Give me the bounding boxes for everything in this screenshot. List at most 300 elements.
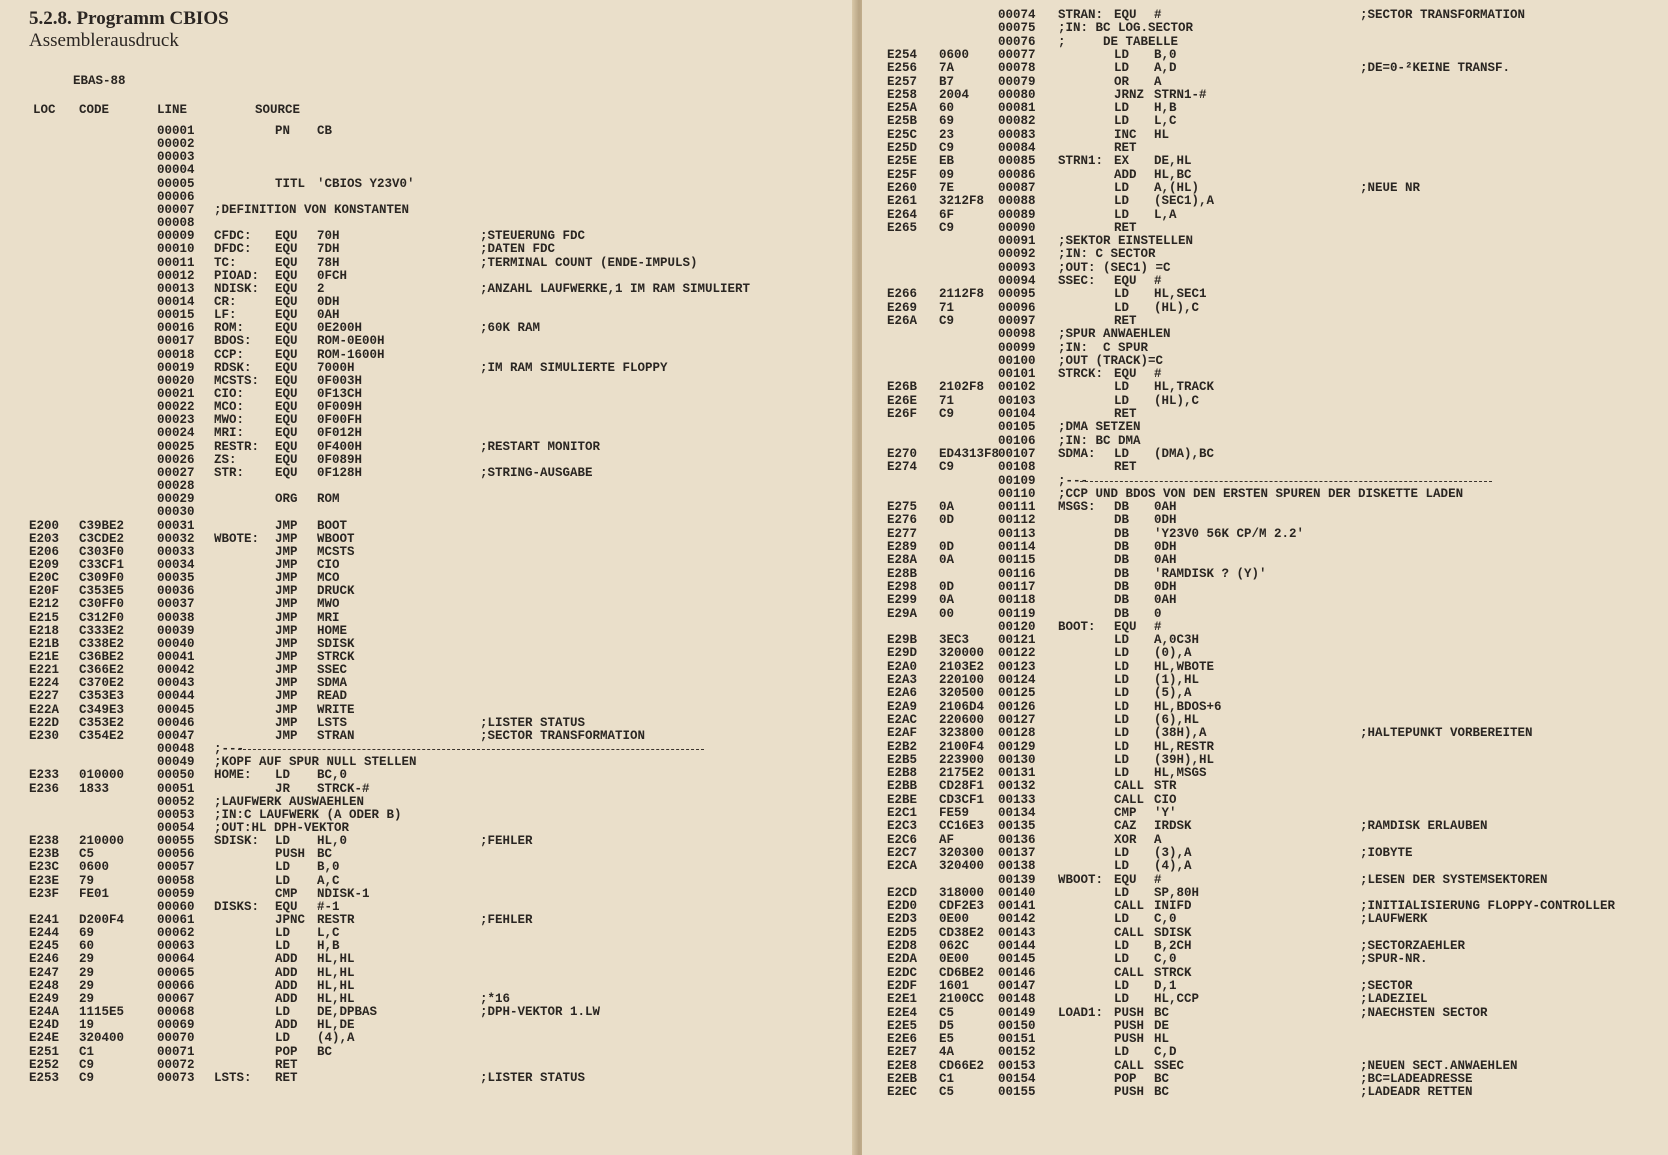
loc-cell: E2E8 xyxy=(887,1058,918,1073)
line-number: 00087 xyxy=(998,180,1036,195)
opcode-cell: LD xyxy=(1114,752,1130,767)
line-number: 00117 xyxy=(998,579,1036,594)
opcode-cell: EQU xyxy=(275,242,298,257)
code-cell: 71 xyxy=(939,393,955,408)
code-cell: 062C xyxy=(939,939,970,953)
opcode-cell: JMP xyxy=(275,544,298,559)
loc-cell: E2A3 xyxy=(887,673,918,687)
loc-cell: E25B xyxy=(887,114,918,129)
listing-row xyxy=(0,821,856,835)
operand-cell: 2 xyxy=(317,281,325,296)
line-number: 00144 xyxy=(998,939,1036,953)
listing-row xyxy=(0,479,856,493)
code-cell: C5 xyxy=(939,1085,955,1100)
loc-cell: E24E xyxy=(29,1031,60,1046)
line-number: 00028 xyxy=(157,479,195,494)
loc-cell: E251 xyxy=(29,1044,60,1059)
line-number: 00008 xyxy=(157,216,195,231)
loc-cell: E261 xyxy=(887,194,918,209)
line-number: 00063 xyxy=(157,939,195,954)
code-cell: FE01 xyxy=(79,886,110,901)
listing-row xyxy=(862,806,1668,820)
line-number: 00154 xyxy=(998,1072,1036,1086)
opcode-cell: RET xyxy=(275,1070,298,1085)
opcode-cell: LD xyxy=(1114,300,1130,315)
operand-cell: BC xyxy=(1154,1085,1170,1100)
loc-cell: E23B xyxy=(29,847,60,862)
loc-cell: E2DF xyxy=(887,978,918,993)
operand-cell: SDMA xyxy=(317,676,348,691)
loc-cell: E233 xyxy=(29,768,60,783)
comment-cell: ;SECTOR TRANSFORMATION xyxy=(480,728,646,743)
line-number: 00025 xyxy=(157,439,195,454)
line-number: 00131 xyxy=(998,766,1036,781)
listing-row xyxy=(0,334,856,348)
listing-row xyxy=(862,819,1668,833)
opcode-cell: PUSH xyxy=(1114,1005,1145,1020)
line-number: 00125 xyxy=(998,686,1036,701)
code-cell: E5 xyxy=(939,1032,955,1047)
listing-row xyxy=(0,453,856,467)
line-number: 00032 xyxy=(157,531,195,546)
operand-cell: 0F128H xyxy=(317,465,363,480)
loc-cell: E23C xyxy=(29,860,60,875)
label-cell: WBOTE: xyxy=(214,531,260,546)
listing-row xyxy=(862,952,1668,966)
listing-row xyxy=(862,633,1668,647)
operand-cell: D,1 xyxy=(1154,978,1177,993)
operand-cell: SDISK xyxy=(317,636,355,651)
line-number: 00068 xyxy=(157,1005,195,1020)
comment-cell: ;DPH-VEKTOR 1.LW xyxy=(480,1005,601,1020)
operand-cell: HL,HL xyxy=(317,965,355,980)
listing-row xyxy=(862,527,1668,541)
operand-cell: STR xyxy=(1154,779,1177,794)
operand-cell: STRN1-# xyxy=(1154,87,1207,102)
code-cell: C9 xyxy=(939,460,955,475)
line-number: 00064 xyxy=(157,952,195,967)
label-cell: LSTS: xyxy=(214,1070,252,1085)
comment-cell: ;BC=LADEADRESSE xyxy=(1360,1072,1473,1086)
listing-row xyxy=(862,474,1668,488)
operand-cell: H,B xyxy=(317,939,340,954)
loc-cell: E248 xyxy=(29,978,60,993)
operand-cell: ROM-0E00H xyxy=(317,334,385,349)
listing-row xyxy=(862,1059,1668,1073)
comment-cell: ;DATEN FDC xyxy=(480,242,556,257)
line-number: 00051 xyxy=(157,781,195,796)
code-cell: C3CDE2 xyxy=(79,531,125,546)
listing-row xyxy=(0,361,856,375)
loc-cell: E2C7 xyxy=(887,845,918,860)
loc-cell: E206 xyxy=(29,544,60,559)
opcode-cell: LD xyxy=(1114,912,1130,927)
operand-cell: L,C xyxy=(1154,114,1177,129)
opcode-cell: EQU xyxy=(1114,872,1137,887)
opcode-cell: XOR xyxy=(1114,832,1137,847)
line-number: 00037 xyxy=(157,597,195,612)
opcode-cell: JMP xyxy=(275,689,298,704)
comment-cell: ;DE=0-²KEINE TRANSF. xyxy=(1360,61,1511,76)
code-cell: C9 xyxy=(939,313,955,328)
source-comment: ;--- xyxy=(1058,473,1089,488)
opcode-cell: RET xyxy=(1114,220,1137,235)
operand-cell: INIFD xyxy=(1154,899,1192,914)
opcode-cell: LD xyxy=(275,834,291,849)
operand-cell: READ xyxy=(317,689,348,704)
source-comment: ;IN: BC DMA xyxy=(1058,433,1141,448)
listing-row xyxy=(862,992,1668,1006)
listing-row xyxy=(862,48,1668,62)
line-number: 00114 xyxy=(998,540,1036,554)
line-number: 00138 xyxy=(998,859,1036,874)
listing-row xyxy=(0,1071,856,1085)
line-number: 00027 xyxy=(157,465,195,480)
loc-cell: E2AF xyxy=(887,726,918,741)
code-cell: C333E2 xyxy=(79,623,125,638)
code-cell: CC16E3 xyxy=(939,819,985,834)
opcode-cell: LD xyxy=(275,860,291,875)
line-number: 00002 xyxy=(157,137,195,152)
listing-row xyxy=(0,400,856,414)
opcode-cell: EX xyxy=(1114,154,1130,169)
operand-cell: B,2CH xyxy=(1154,939,1192,953)
operand-cell: 78H xyxy=(317,255,340,270)
label-cell: PIOAD: xyxy=(214,268,260,283)
opcode-cell: LD xyxy=(1114,978,1130,993)
loc-cell: E2D3 xyxy=(887,912,918,927)
opcode-cell: EQU xyxy=(275,229,298,244)
operand-cell: LSTS xyxy=(317,715,348,730)
listing-row xyxy=(862,141,1668,155)
operand-cell: ROM-1600H xyxy=(317,347,385,362)
listing-row xyxy=(862,607,1668,621)
source-comment: ;IN: C SPUR xyxy=(1058,340,1149,355)
opcode-cell: LD xyxy=(1114,712,1130,727)
loc-cell: E2C3 xyxy=(887,819,918,834)
comment-cell: ;FEHLER xyxy=(480,834,533,849)
operand-cell: HL,HL xyxy=(317,991,355,1006)
listing-row xyxy=(0,137,856,151)
opcode-cell: JPNC xyxy=(275,913,306,927)
comment-cell: ;IOBYTE xyxy=(1360,845,1413,860)
operand-cell: # xyxy=(1154,367,1162,382)
operand-cell: (5),A xyxy=(1154,686,1192,701)
listing-row xyxy=(0,926,856,940)
source-comment: ;LAUFWERK AUSWAEHLEN xyxy=(214,794,365,809)
operand-cell: (HL),C xyxy=(1154,393,1200,408)
listing-row xyxy=(862,1019,1668,1033)
line-number: 00115 xyxy=(998,553,1036,568)
listing-row xyxy=(862,447,1668,461)
operand-cell: 0F012H xyxy=(317,426,363,441)
label-cell: MCSTS: xyxy=(214,373,260,388)
listing-row xyxy=(862,75,1668,89)
opcode-cell: LD xyxy=(275,768,291,783)
operand-cell: (HL),C xyxy=(1154,300,1200,315)
listing-row xyxy=(0,624,856,638)
listing-row xyxy=(862,21,1668,35)
opcode-cell: LD xyxy=(1114,939,1130,953)
operand-cell: C,D xyxy=(1154,1045,1177,1060)
listing-row xyxy=(0,426,856,440)
comment-cell: ;HALTEPUNKT VORBEREITEN xyxy=(1360,726,1533,741)
line-number: 00111 xyxy=(998,500,1036,515)
header-code: CODE xyxy=(79,103,110,117)
label-cell: LOAD1: xyxy=(1058,1005,1104,1020)
listing-row xyxy=(862,833,1668,847)
opcode-cell: LD xyxy=(275,939,291,954)
line-number: 00021 xyxy=(157,387,195,401)
operand-cell: C,0 xyxy=(1154,952,1177,967)
operand-cell: 0F089H xyxy=(317,452,363,467)
operand-cell: A,(HL) xyxy=(1154,180,1200,195)
operand-cell: SSEC xyxy=(1154,1058,1185,1073)
opcode-cell: EQU xyxy=(275,413,298,428)
code-cell: D5 xyxy=(939,1018,955,1033)
loc-cell: E2AC xyxy=(887,712,918,727)
opcode-cell: PN xyxy=(275,124,291,138)
line-number: 00119 xyxy=(998,606,1036,621)
line-number: 00124 xyxy=(998,673,1036,687)
operand-cell: CB xyxy=(317,124,333,138)
label-cell: DFDC: xyxy=(214,242,252,257)
listing-row xyxy=(0,321,856,335)
code-cell: 23 xyxy=(939,127,955,142)
loc-cell: E28B xyxy=(887,566,918,581)
opcode-cell: LD xyxy=(275,926,291,941)
right-page xyxy=(862,0,1668,1155)
line-number: 00010 xyxy=(157,242,195,257)
line-number: 00141 xyxy=(998,899,1036,914)
operand-cell: MWO xyxy=(317,597,340,612)
operand-cell: 0F003H xyxy=(317,373,363,388)
operand-cell: 70H xyxy=(317,229,340,244)
loc-cell: E249 xyxy=(29,991,60,1006)
operand-cell: RESTR xyxy=(317,913,355,927)
opcode-cell: CALL xyxy=(1114,925,1145,940)
operand-cell: SDISK xyxy=(1154,925,1192,940)
code-cell: 320300 xyxy=(939,845,985,860)
operand-cell: BC,0 xyxy=(317,768,348,783)
operand-cell: B,0 xyxy=(1154,47,1177,62)
operand-cell: # xyxy=(1154,872,1162,887)
line-number: 00071 xyxy=(157,1044,195,1059)
loc-cell: E2DA xyxy=(887,952,918,967)
loc-cell: E2B2 xyxy=(887,739,918,754)
operand-cell: HL,CCP xyxy=(1154,992,1200,1007)
loc-cell: E20C xyxy=(29,571,60,586)
label-cell: BDOS: xyxy=(214,334,252,349)
listing-row xyxy=(862,460,1668,474)
opcode-cell: LD xyxy=(1114,180,1130,195)
opcode-cell: LD xyxy=(1114,686,1130,701)
opcode-cell: LD xyxy=(1114,952,1130,967)
listing-row xyxy=(0,203,856,217)
opcode-cell: EQU xyxy=(1114,8,1137,22)
code-cell: 69 xyxy=(939,114,955,129)
loc-cell: E253 xyxy=(29,1070,60,1085)
opcode-cell: DB xyxy=(1114,513,1130,528)
opcode-cell: INC xyxy=(1114,127,1137,142)
line-number: 00103 xyxy=(998,393,1036,408)
listing-row xyxy=(862,660,1668,674)
line-number: 00076 xyxy=(998,34,1036,49)
opcode-cell: RET xyxy=(1114,407,1137,421)
opcode-cell: LD xyxy=(1114,380,1130,395)
line-number: 00040 xyxy=(157,636,195,651)
loc-cell: E25F xyxy=(887,167,918,182)
listing-row xyxy=(862,168,1668,182)
line-number: 00005 xyxy=(157,176,195,191)
operand-cell: HL,TRACK xyxy=(1154,380,1215,395)
listing-row xyxy=(0,177,856,191)
code-cell: 29 xyxy=(79,978,95,993)
opcode-cell: EQU xyxy=(275,334,298,349)
opcode-cell: CALL xyxy=(1114,965,1145,980)
code-cell: C30FF0 xyxy=(79,597,125,612)
operand-cell: BC xyxy=(1154,1072,1170,1086)
line-number: 00072 xyxy=(157,1057,195,1072)
line-number: 00082 xyxy=(998,114,1036,129)
line-number: 00031 xyxy=(157,518,195,533)
code-cell: 0600 xyxy=(79,860,110,875)
opcode-cell: RET xyxy=(1114,141,1137,155)
operand-cell: 'Y' xyxy=(1154,806,1177,820)
comment-cell: ;RESTART MONITOR xyxy=(480,439,601,454)
opcode-cell: EQU xyxy=(275,281,298,296)
opcode-cell: JMP xyxy=(275,531,298,546)
opcode-cell: JMP xyxy=(275,728,298,743)
listing-row xyxy=(0,413,856,427)
opcode-cell: LD xyxy=(1114,646,1130,661)
line-number: 00149 xyxy=(998,1005,1036,1020)
opcode-cell: OR xyxy=(1114,74,1130,89)
operand-cell: SP,80H xyxy=(1154,885,1200,900)
line-number: 00089 xyxy=(998,207,1036,222)
listing-row xyxy=(0,532,856,546)
line-number: 00018 xyxy=(157,347,195,362)
code-cell: 0A xyxy=(939,553,955,568)
operand-cell: CIO xyxy=(1154,792,1177,807)
opcode-cell: CAZ xyxy=(1114,819,1137,834)
line-number: 00058 xyxy=(157,873,195,888)
operand-cell: A xyxy=(1154,832,1162,847)
operand-cell: 'RAMDISK ? (Y)' xyxy=(1154,566,1267,581)
label-cell: CFDC: xyxy=(214,229,252,244)
source-comment: ;OUT:HL DPH-VEKTOR xyxy=(214,820,350,835)
label-cell: TC: xyxy=(214,255,237,270)
loc-cell: E264 xyxy=(887,207,918,222)
listing-row xyxy=(0,492,856,506)
line-number: 00127 xyxy=(998,712,1036,727)
operand-cell: HL,0 xyxy=(317,834,348,849)
comment-cell: ;LISTER STATUS xyxy=(480,1070,586,1085)
line-number: 00118 xyxy=(998,593,1036,608)
operand-cell: MCO xyxy=(317,571,340,586)
listing-row xyxy=(862,926,1668,940)
operand-cell: B,0 xyxy=(317,860,340,875)
code-cell: 0600 xyxy=(939,47,970,62)
opcode-cell: JMP xyxy=(275,571,298,586)
line-number: 00035 xyxy=(157,571,195,586)
opcode-cell: LD xyxy=(1114,207,1130,222)
code-cell: 210000 xyxy=(79,834,125,849)
code-cell: 220100 xyxy=(939,673,985,687)
line-number: 00123 xyxy=(998,659,1036,674)
source-comment: ;DMA SETZEN xyxy=(1058,420,1141,435)
line-number: 00030 xyxy=(157,505,195,520)
line-number: 00126 xyxy=(998,699,1036,714)
line-number: 00054 xyxy=(157,820,195,835)
opcode-cell: EQU xyxy=(275,465,298,480)
line-number: 00048 xyxy=(157,742,195,757)
code-cell: C36BE2 xyxy=(79,650,125,664)
listing-row xyxy=(0,847,856,861)
code-cell: 00 xyxy=(939,606,955,621)
loc-cell: E265 xyxy=(887,220,918,235)
loc-cell: E2E5 xyxy=(887,1018,918,1033)
opcode-cell: LD xyxy=(275,1005,291,1020)
listing-row xyxy=(0,611,856,625)
operand-cell: A,C xyxy=(317,873,340,888)
line-number: 00110 xyxy=(998,486,1036,501)
operand-cell: 0DH xyxy=(1154,540,1177,554)
source-comment: ;OUT (TRACK)=C xyxy=(1058,353,1164,368)
listing-row xyxy=(862,686,1668,700)
loc-cell: E200 xyxy=(29,518,60,533)
label-cell: SSEC: xyxy=(1058,274,1096,288)
line-number: 00016 xyxy=(157,321,195,336)
line-number: 00015 xyxy=(157,308,195,323)
line-number: 00097 xyxy=(998,313,1036,328)
listing-row xyxy=(0,782,856,796)
line-number: 00091 xyxy=(998,234,1036,249)
code-cell: 2102F8 xyxy=(939,380,985,395)
opcode-cell: LD xyxy=(1114,659,1130,674)
label-cell: CR: xyxy=(214,294,237,309)
opcode-cell: JMP xyxy=(275,663,298,678)
header-loc: LOC xyxy=(33,103,56,117)
operand-cell: WBOOT xyxy=(317,531,355,546)
comment-cell: ;SECTOR xyxy=(1360,978,1413,993)
line-number: 00146 xyxy=(998,965,1036,980)
loc-cell: E28A xyxy=(887,553,918,568)
line-number: 00006 xyxy=(157,189,195,204)
line-number: 00150 xyxy=(998,1018,1036,1033)
loc-cell: E241 xyxy=(29,913,60,927)
line-number: 00046 xyxy=(157,715,195,730)
operand-cell: A xyxy=(1154,74,1162,89)
label-cell: CIO: xyxy=(214,387,245,401)
listing-row xyxy=(0,584,856,598)
listing-row xyxy=(0,952,856,966)
listing-row xyxy=(0,992,856,1006)
opcode-cell: RET xyxy=(1114,313,1137,328)
line-number: 00039 xyxy=(157,623,195,638)
loc-cell: E2E6 xyxy=(887,1032,918,1047)
code-cell: 60 xyxy=(939,101,955,116)
listing-row xyxy=(862,354,1668,368)
listing-row xyxy=(0,229,856,243)
operand-cell: # xyxy=(1154,619,1162,634)
opcode-cell: JMP xyxy=(275,715,298,730)
opcode-cell: LD xyxy=(1114,101,1130,116)
line-number: 00036 xyxy=(157,584,195,599)
listing-row xyxy=(0,979,856,993)
line-number: 00106 xyxy=(998,433,1036,448)
comment-cell: ;IM RAM SIMULIERTE FLOPPY xyxy=(480,360,668,375)
